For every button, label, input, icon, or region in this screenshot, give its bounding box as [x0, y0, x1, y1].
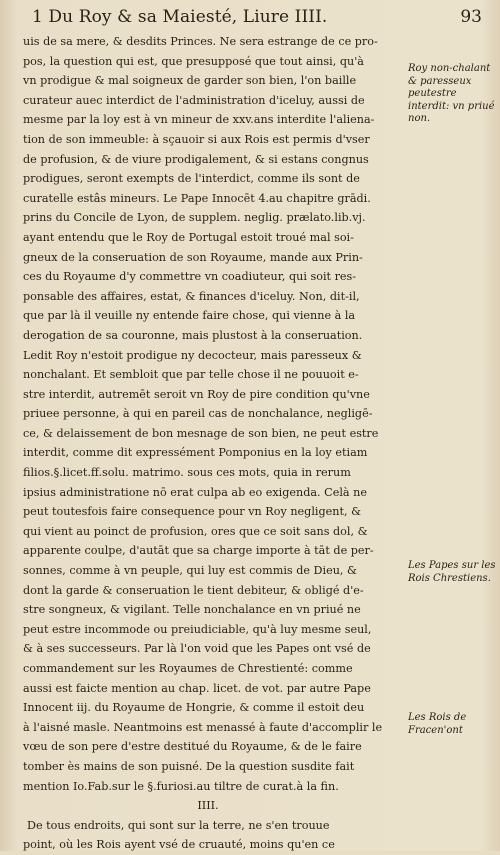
text-line: nonchalant. Et sembloit que par telle chose il ne pouuoit e- [23, 368, 359, 382]
text-line: curatelle estâs mineurs. Le Pape Innocēt 4.au chapitre grādi. [23, 191, 371, 205]
text-line: interdit, comme dit expressément Pomponius en la loy etiam [23, 446, 368, 460]
text-line: ayant entendu que le Roy de Portugal estoit troué mal soi- [23, 230, 354, 244]
text-line: apparente coulpe, d'autāt que sa charge importe à tāt de per- [23, 544, 374, 558]
text-line: stre interdit, autremēt seroit vn Roy de pire condition qu'vne [23, 387, 370, 401]
text-line: aussi est faicte mention au chap. licet. de vot. par autre Pape [23, 681, 371, 695]
text-line: qui vient au poinct de profusion, ores que ce soit sans dol, & [23, 524, 368, 538]
text-line: tion de son immeuble: à sçauoir si aux Rois est permis d'vser [23, 132, 370, 146]
text-line: que par là il veuille ny entende faire chose, qui vienne à la [23, 309, 356, 323]
text-line: prodigues, seront exempts de l'interdict, comme ils sont de [23, 172, 360, 186]
text-line: & à ses successeurs. Par là l'on void que les Papes ont vsé de [23, 642, 371, 656]
margin-note-rois-france: Les Rois de Fracen'ont [408, 712, 467, 736]
text-line: ipsius administratione nō erat culpa ab eo exigenda. Celà ne [23, 485, 367, 499]
text-line: de profusion, & de viure prodigalement, & si estans congnus [23, 152, 369, 166]
text-line: dont la garde & conseruation le tient debiteur, & obligé d'e- [23, 583, 364, 597]
text-line: priuee personne, à qui en pareil cas de nonchalance, negligē- [23, 407, 373, 421]
text-line: vn prodigue & mal soigneux de garder son bien, l'on baille [23, 74, 357, 88]
text-line: tomber ès mains de son puisné. De la question susdite fait [23, 759, 355, 773]
main-text-column [23, 32, 393, 855]
running-title: 1 Du Roy & sa Maiesté, Liure IIII. [32, 7, 328, 27]
text-line: peut toutesfois faire consequence pour vn Roy negligent, & [23, 505, 362, 519]
page-number: 93 [460, 7, 482, 27]
text-line: point, où les Rois ayent vsé de cruauté, moins qu'en ce [23, 838, 335, 852]
text-line: commandement sur les Royaumes de Chrestienté: comme [23, 662, 353, 675]
text-line: vœu de son pere d'estre destitué du Royaume, & de le faire [23, 740, 362, 754]
text-line: curateur auec interdict de l'administration d'iceluy, aussi de [23, 93, 365, 107]
text-line: ces du Royaume d'y commettre vn coadiuteur, qui soit res- [23, 270, 357, 284]
text-line: à l'aisné masle. Neantmoins est menassé à faute d'accomplir le [23, 720, 383, 734]
text-line: De tous endroits, qui sont sur la terre, ne s'en trouue [27, 818, 330, 832]
text-line: mesme par la loy est à vn mineur de xxv.ans interdite l'aliena- [23, 113, 375, 127]
text-line: ce, & delaissement de bon mesnage de son bien, ne peut estre [23, 426, 379, 440]
text-line: gneux de la conseruation de son Royaume, mande aux Prin- [23, 250, 363, 264]
text-line: sonnes, comme à vn peuple, qui luy est commis de Dieu, & [23, 564, 357, 578]
text-line: pos, la question qui est, que presupposé que tout ainsi, qu'à [23, 54, 364, 68]
margin-note-roy-nonchalant: Roy non-chalant & paresseux peutestre interdit: vn priué non. [408, 63, 495, 124]
text-line: Ledit Roy n'estoit prodigue ny decocteur, mais paresseux & [23, 348, 362, 362]
text-line: derogation de sa couronne, mais plustost à la conseruation. [23, 328, 363, 342]
text-line: prins du Concile de Lyon, de supplem. neglig. prælato.lib.vj. [23, 211, 366, 225]
text-line: mention Io.Fab.sur le §.furiosi.au tiltre de curat.à la fin. [23, 779, 339, 793]
margin-note-papes: Les Papes sur les Rois Chrestiens. [408, 560, 496, 584]
text-line: peut estre incommode ou preiudiciable, qu'à luy mesme seul, [23, 622, 372, 636]
text-line: filios.§.licet.ff.solu. matrimo. sous ces mots, quia in rerum [23, 466, 351, 480]
text-line: Innocent iij. du Royaume de Hongrie, & comme il estoit deu [23, 701, 365, 715]
text-line: uis de sa mere, & desdits Princes. Ne sera estrange de ce pro- [23, 35, 378, 48]
section-number: IIII. [197, 799, 219, 813]
text-line: stre songneux, & vigilant. Telle nonchalance en vn priué ne [23, 603, 361, 617]
running-header [22, 4, 482, 30]
text-line: ponsable des affaires, estat, & finances d'iceluy. Non, dit-il, [23, 289, 360, 303]
